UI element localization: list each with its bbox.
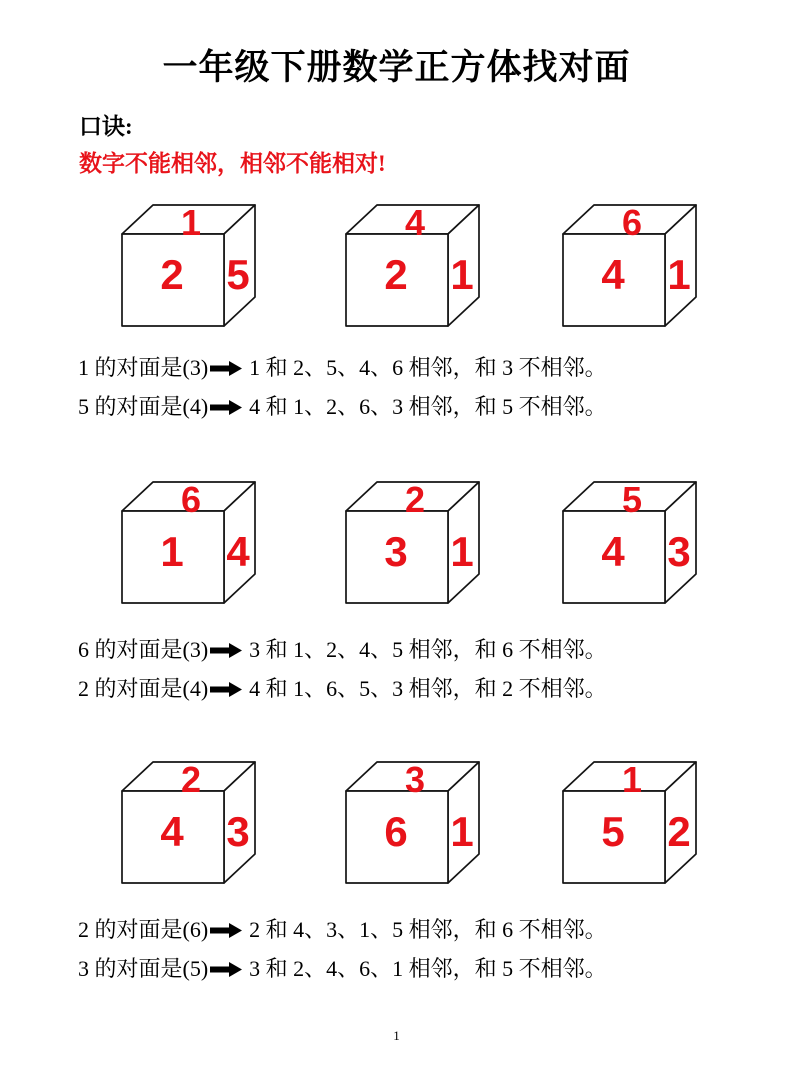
cube-diagram <box>120 201 256 328</box>
explanation-line <box>78 351 607 382</box>
cube-front-number: 3 <box>384 528 408 575</box>
cube-top-number: 4 <box>404 202 426 243</box>
cube-front-number: 4 <box>160 808 184 855</box>
cube-front-number: 2 <box>384 251 408 298</box>
cube-right-number: 1 <box>450 251 474 298</box>
explanation-lead: 2 的对面是(4) <box>78 676 209 701</box>
explanation-lead: 6 的对面是(3) <box>78 637 209 662</box>
cube-right-number: 1 <box>450 528 474 575</box>
cube-front-number: 4 <box>601 251 625 298</box>
cube-diagram <box>344 201 480 328</box>
cube-front-number: 6 <box>384 808 408 855</box>
cube-right-number: 3 <box>226 808 250 855</box>
explanation-line <box>78 952 607 983</box>
cube-top-number: 6 <box>180 479 202 520</box>
cube-row-2 <box>0 478 793 610</box>
cube-diagram <box>561 758 697 885</box>
cube-top-number: 2 <box>180 759 202 800</box>
cube-diagram <box>561 201 697 328</box>
explanation-lead: 5 的对面是(4) <box>78 394 209 419</box>
cube-top-number: 1 <box>621 759 643 800</box>
explanation-lead: 2 的对面是(6) <box>78 917 209 942</box>
explanation-rest: 3 和 2、4、6、1 相邻，和 5 不相邻。 <box>249 956 607 981</box>
cube-right-number: 5 <box>226 251 250 298</box>
explanation-lead: 3 的对面是(5) <box>78 956 209 981</box>
explanation-line <box>78 913 607 944</box>
cube-right-number: 1 <box>667 251 691 298</box>
cube-front-number: 1 <box>160 528 184 575</box>
cube-top-number: 1 <box>180 202 202 243</box>
mnemonic-label: 口诀: <box>79 114 133 139</box>
explanation-rest: 4 和 1、2、6、3 相邻，和 5 不相邻。 <box>249 394 607 419</box>
explanation-rest: 4 和 1、6、5、3 相邻，和 2 不相邻。 <box>249 676 607 701</box>
page-number: 1 <box>393 1028 400 1043</box>
cube-row-1 <box>0 201 793 333</box>
right-arrow-icon <box>210 923 242 938</box>
cube-top-number: 3 <box>404 759 426 800</box>
right-arrow-icon <box>210 643 242 658</box>
cube-right-number: 4 <box>226 528 250 575</box>
right-arrow-icon <box>210 682 242 697</box>
explanation-line <box>78 390 607 421</box>
cube-diagram <box>120 758 256 885</box>
explanation-rest: 3 和 1、2、4、5 相邻，和 6 不相邻。 <box>249 637 607 662</box>
cube-diagram <box>344 478 480 605</box>
cube-row-3 <box>0 758 793 890</box>
cube-top-number: 2 <box>404 479 426 520</box>
cube-right-number: 1 <box>450 808 474 855</box>
page-title: 一年级下册数学正方体找对面 <box>162 48 631 87</box>
explanation-line <box>78 633 607 664</box>
cube-top-number: 5 <box>621 479 643 520</box>
right-arrow-icon <box>210 962 242 977</box>
explanation-rest: 1 和 2、5、4、6 相邻，和 3 不相邻。 <box>249 355 607 380</box>
mnemonic-rule: 数字不能相邻，相邻不能相对! <box>79 151 386 176</box>
cube-front-number: 4 <box>601 528 625 575</box>
cube-front-number: 5 <box>601 808 625 855</box>
cube-diagram <box>344 758 480 885</box>
explanation-rest: 2 和 4、3、1、5 相邻，和 6 不相邻。 <box>249 917 607 942</box>
cube-front-number: 2 <box>160 251 184 298</box>
cube-right-number: 3 <box>667 528 691 575</box>
cube-diagram <box>120 478 256 605</box>
cube-diagram <box>561 478 697 605</box>
right-arrow-icon <box>210 361 242 376</box>
explanation-line <box>78 672 607 703</box>
explanation-lead: 1 的对面是(3) <box>78 355 209 380</box>
cube-right-number: 2 <box>667 808 691 855</box>
cube-top-number: 6 <box>621 202 643 243</box>
right-arrow-icon <box>210 400 242 415</box>
